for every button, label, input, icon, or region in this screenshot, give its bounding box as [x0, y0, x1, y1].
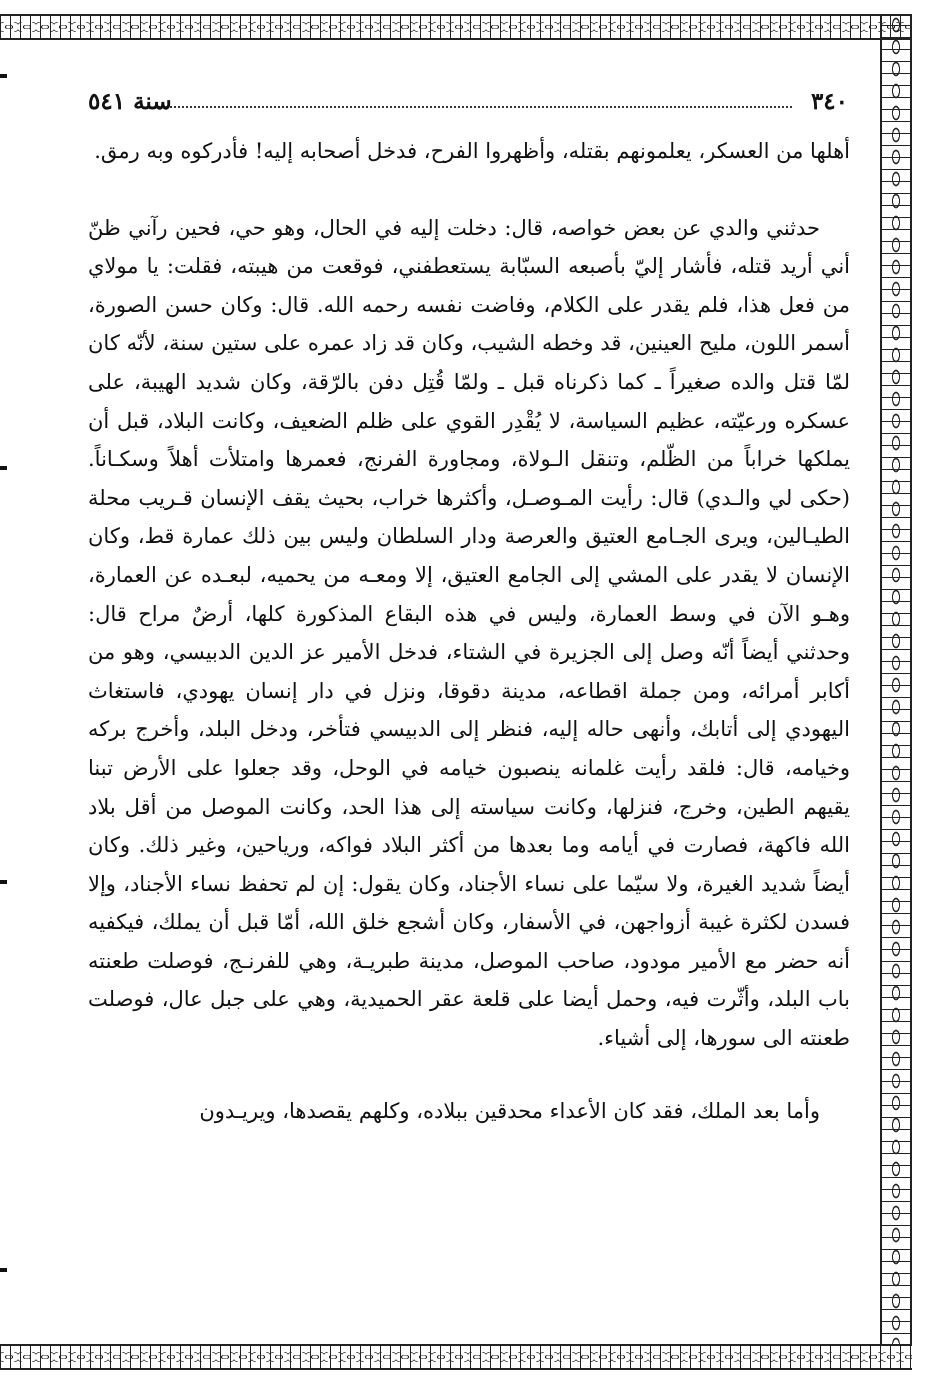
page-body	[88, 132, 850, 1130]
margin-mark	[0, 880, 7, 884]
year-label: سنة ٥٤١	[88, 88, 172, 115]
decorative-border-right	[880, 14, 912, 1370]
decorative-border-bottom	[0, 1344, 912, 1370]
paragraph-2: حدثني والدي عن بعض خواصه، قال: دخلت إليه في الحال، وهو حي، فحين رآني ظنّ أني أريد قتله، فأشار إليّ بأصبعه السبّابة يستعطفني، فوقعت من هيبته، فقلت: يا مولاي من فعل هذا، فلم يقدر على الكلام، وفاضت نفسه رحمه الله. قال: وكان حسن الصورة، أسمر اللون، مليح العينين، قد وخطه الشيب، وكان قد زاد عمره على ستين سنة، لأنّه كان لمّا قتل والده صغيراً ـ كما ذكرناه قبل ـ ولمّا قُتِل دفن بالرّقة، وكان شديد الهيبة، على عسكره ورعيّته، عظيم السياسة، لا يُقْدِر القوي على ظلم الضعيف، وكانت البلاد، قبل أن يملكها خراباً من الظّلم، وتنقل الـولاة، ومجاورة الفرنج، فعمرها وامتلأت أهلاً وسكـاناً. (حكى لي والـدي) قال: رأيت المـوصـل، وأكثرها خراب، بحيث يقف الإنسان قـريب محلة الطيـالين، ويرى الجـامع العتيق والعرصة ودار السلطان وليس بين ذلك عمارة قط، وكان الإنسان لا يقدر على المشي إلى الجامع العتيق، إلا ومعـه من يحميه، لبعـده عن العمارة، وهـو الآن في وسط العمارة، وليس في هذه البقاع المذكورة كلها، أرضٌ مراح قال: وحدثني أيضاً أنّه وصل إلى الجزيرة في الشتاء، فدخل الأمير عز الدين الدبيسي، وهو من أكابر أمرائه، ومن جملة اقطاعه، مدينة دقوقا، ونزل في دار إنسان يهودي، فاستغاث اليهودي إلى أتابك، وأنهى حاله إليه، فنظر إلى الدبيسي فتأخر، ودخل البلد، وأخرج بركه وخيامه، قال: فلقد رأيت غلمانه ينصبون خيامه في الوحل، وقد جعلوا على الأرض تبنا يقيهم الطين، وخرج، فنزلها، وكانت سياسته إلى هذا الحد، وكانت الموصل من أقل بلاد الله فاكهة، فصارت في أيامه وما بعدها من أكثر البلاد فواكه، ورياحين، وغير ذلك. وكان أيضاً شديد الغيرة، ولا سيّما على نساء الأجناد، وكان يقول: إن لم تحفظ نساء الأجناد، وإلا فسدن لكثرة غيبة أزواجهن، في الأسفار، وكان أشجع خلق الله، أمّا قبل أن يملك، فيكفيه أنه حضر مع الأمير مودود، صاحب الموصل، مدينة طبريـة، وهي للفرنـج، فوصلت طعنته باب البلد، وأثّرت فيه، وحمل أيضا على قلعة عقر الحميدية، وهي على جبل عال، فوصلت طعنته الى سورها، إلى أشياء.	[88, 215, 850, 1051]
paragraph-1: أهلها من العسكر، يعلمونهم بقتله، وأظهروا الفرح، فدخل أصحابه إليه! فأدركوه وبه رمق.	[94, 139, 850, 163]
margin-mark	[0, 466, 7, 470]
margin-mark	[0, 1268, 7, 1272]
paragraph-3: وأما بعد الملك، فقد كان الأعداء محدقين ببلاده، وكلهم يقصدها، ويريـدون	[199, 1098, 820, 1123]
page-number: ٣٤٠	[810, 88, 848, 115]
margin-mark	[0, 74, 7, 78]
decorative-border-top	[0, 14, 912, 40]
header-dotted-rule	[158, 106, 792, 108]
running-header	[88, 88, 848, 122]
